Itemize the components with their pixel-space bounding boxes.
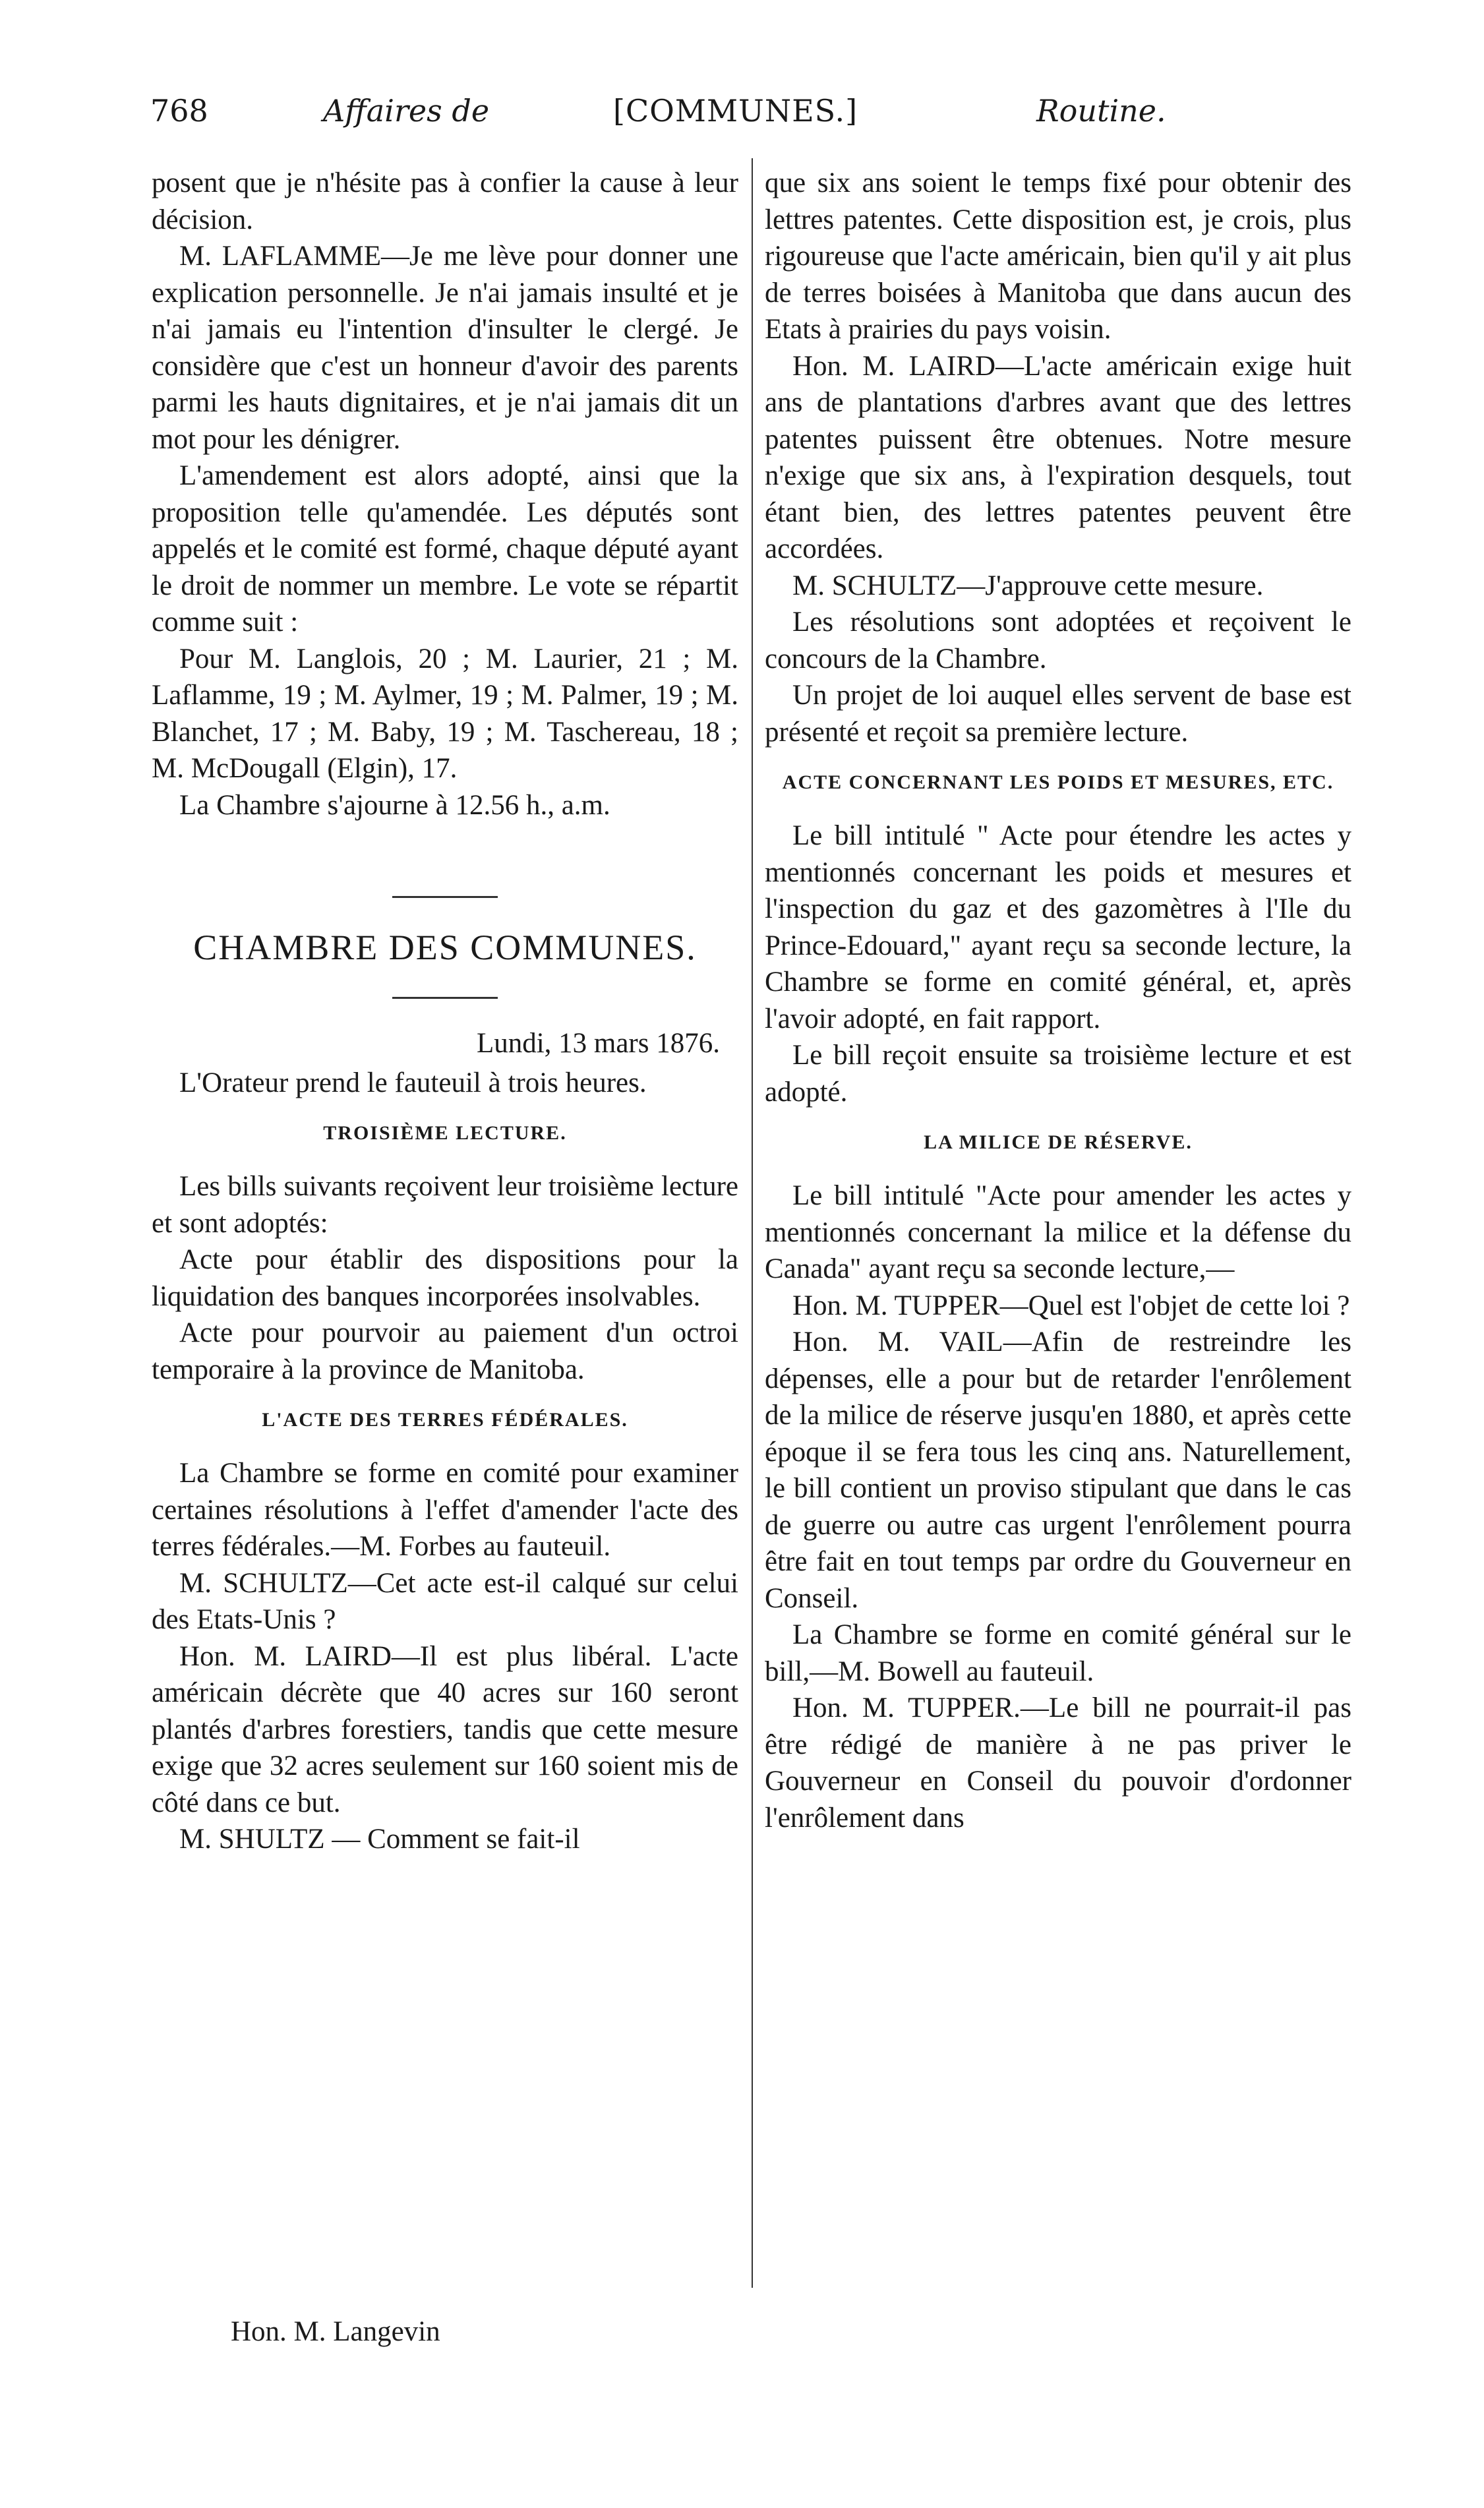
header-center-title: [COMMUNES.] bbox=[613, 93, 858, 129]
paragraph: que six ans soient le temps fixé pour obtenir des lettres patentes. Cette disposition est, je crois, plus rigoureuse que l'acte américain, bien qu'il y ait plus de terres boisées à Manitoba que dans aucun des Etats à prairies du pays voisin. bbox=[765, 167, 1351, 345]
paragraph: Acte pour établir des dispositions pour la liquidation des banques incorporées insolvables. bbox=[152, 1244, 738, 1312]
running-header bbox=[0, 91, 1484, 144]
paragraph: La Chambre s'ajourne à 12.56 h., a.m. bbox=[179, 789, 610, 821]
header-left-title: Affaires de bbox=[323, 93, 490, 129]
paragraph: Hon. M. TUPPER.—Le bill ne pourrait-il pas être rédigé de manière à ne pas priver le Gouverneur en Conseil du pouvoir d'ordonner l'enrôlement dans bbox=[765, 1692, 1351, 1834]
paragraph: La Chambre se forme en comité général sur le bill,—M. Bowell au fauteuil. bbox=[765, 1619, 1351, 1687]
subheading: L'ACTE DES TERRES FÉDÉRALES. bbox=[262, 1409, 628, 1431]
paragraph: Hon. M. LAIRD—Il est plus libéral. L'acte américain décrète que 40 acres sur 160 seront plantés d'arbres forestiers, tandis que cette mesure exige que 32 acres seulement sur 160 soient mis de côté dans ce but. bbox=[152, 1640, 738, 1818]
paragraph: M. SHULTZ — Comment se fait-il bbox=[179, 1824, 580, 1855]
right-column bbox=[765, 165, 1351, 1836]
paragraph: L'amendement est alors adopté, ainsi que la proposition telle qu'amendée. Les députés sont appelés et le comité est formé, chaque député ayant le droit de nommer un membre. Le vote se répartit comme suit : bbox=[152, 460, 738, 638]
paragraph: Pour M. Langlois, 20 ; M. Laurier, 21 ; M. Laflamme, 19 ; M. Aylmer, 19 ; M. Palmer, 19 ; M. Blanchet, 17 ; M. Baby, 19 ; M. Taschereau, 18 ; M. McDougall (Elgin), 17. bbox=[152, 643, 738, 784]
left-column bbox=[152, 165, 738, 1858]
page-number: 768 bbox=[150, 93, 208, 129]
section-rule bbox=[392, 997, 498, 999]
paragraph: posent que je n'hésite pas à confier la cause à leur décision. bbox=[152, 167, 738, 235]
paragraph: Hon. M. TUPPER—Quel est l'objet de cette loi ? bbox=[792, 1290, 1350, 1321]
subheading: ACTE CONCERNANT LES POIDS ET MESURES, ETC. bbox=[782, 771, 1334, 793]
paragraph: L'Orateur prend le fauteuil à trois heures. bbox=[179, 1067, 647, 1098]
paragraph: Le bill intitulé "Acte pour amender les actes y mentionnés concernant la milice et la défense du Canada" ayant reçu sa seconde lecture,— bbox=[765, 1180, 1351, 1284]
paragraph: Le bill reçoit ensuite sa troisième lecture et est adopté. bbox=[765, 1040, 1351, 1108]
paragraph: Hon. M. LAIRD—L'acte américain exige huit ans de plantations d'arbres avant que des lettres patentes puissent être obtenues. Notre mesure n'exige que six ans, à l'expiration desquels, tout étant bien, des lettres patentes peuvent être accordées. bbox=[765, 350, 1351, 564]
paragraph: M. SCHULTZ—J'approuve cette mesure. bbox=[792, 570, 1264, 601]
paragraph: M. SCHULTZ—Cet acte est-il calqué sur celui des Etats-Unis ? bbox=[152, 1567, 738, 1635]
column-divider bbox=[752, 158, 753, 2288]
subheading: TROISIÈME LECTURE. bbox=[323, 1122, 567, 1144]
paragraph: Un projet de loi auquel elles servent de base est présenté et reçoit sa première lecture. bbox=[765, 680, 1351, 748]
section-rule bbox=[392, 896, 498, 898]
paragraph: Le bill intitulé " Acte pour étendre les actes y mentionnés concernant les poids et mesures et l'inspection du gaz et des gazomètres à l'Ile du Prince-Edouard," ayant reçu sa seconde lecture, la Chambre se forme en comité général, et, après l'avoir adopté, en fait rapport. bbox=[765, 820, 1351, 1034]
paragraph: Hon. M. VAIL—Afin de restreindre les dépenses, elle a pour but de retarder l'enrôlement de la milice de réserve jusqu'en 1880, et après cette époque il se fera tous les cinq ans. Naturellement, le bill contient un proviso stipulant que dans le cas de guerre ou autre cas urgent l'enrôlement pourra être fait en tout temps par ordre du Gouverneur en Conseil. bbox=[765, 1327, 1351, 1614]
paragraph: Les bills suivants reçoivent leur troisième lecture et sont adoptés: bbox=[152, 1171, 738, 1239]
header-right-title: Routine. bbox=[1036, 93, 1166, 129]
catchword: Hon. M. Langevin bbox=[231, 2316, 440, 2347]
paragraph: M. LAFLAMME—Je me lève pour donner une explication personnelle. Je n'ai jamais insulté et je n'ai jamais eu l'intention d'insulter le clergé. Je considère que c'est un honneur d'avoir des parents parmi les hauts dignitaires, et je n'ai jamais dit un mot pour les dénigrer. bbox=[152, 241, 738, 455]
session-date: Lundi, 13 mars 1876. bbox=[476, 1028, 720, 1059]
paragraph: Acte pour pourvoir au paiement d'un octroi temporaire à la province de Manitoba. bbox=[152, 1317, 738, 1385]
spacer bbox=[152, 823, 738, 870]
paragraph: Les résolutions sont adoptées et reçoivent le concours de la Chambre. bbox=[765, 607, 1351, 674]
subheading: LA MILICE DE RÉSERVE. bbox=[924, 1131, 1193, 1153]
chamber-heading: CHAMBRE DES COMMUNES. bbox=[193, 928, 697, 967]
paragraph: La Chambre se forme en comité pour examiner certaines résolutions à l'effet d'amender l'acte des terres fédérales.—M. Forbes au fauteuil. bbox=[152, 1458, 738, 1562]
